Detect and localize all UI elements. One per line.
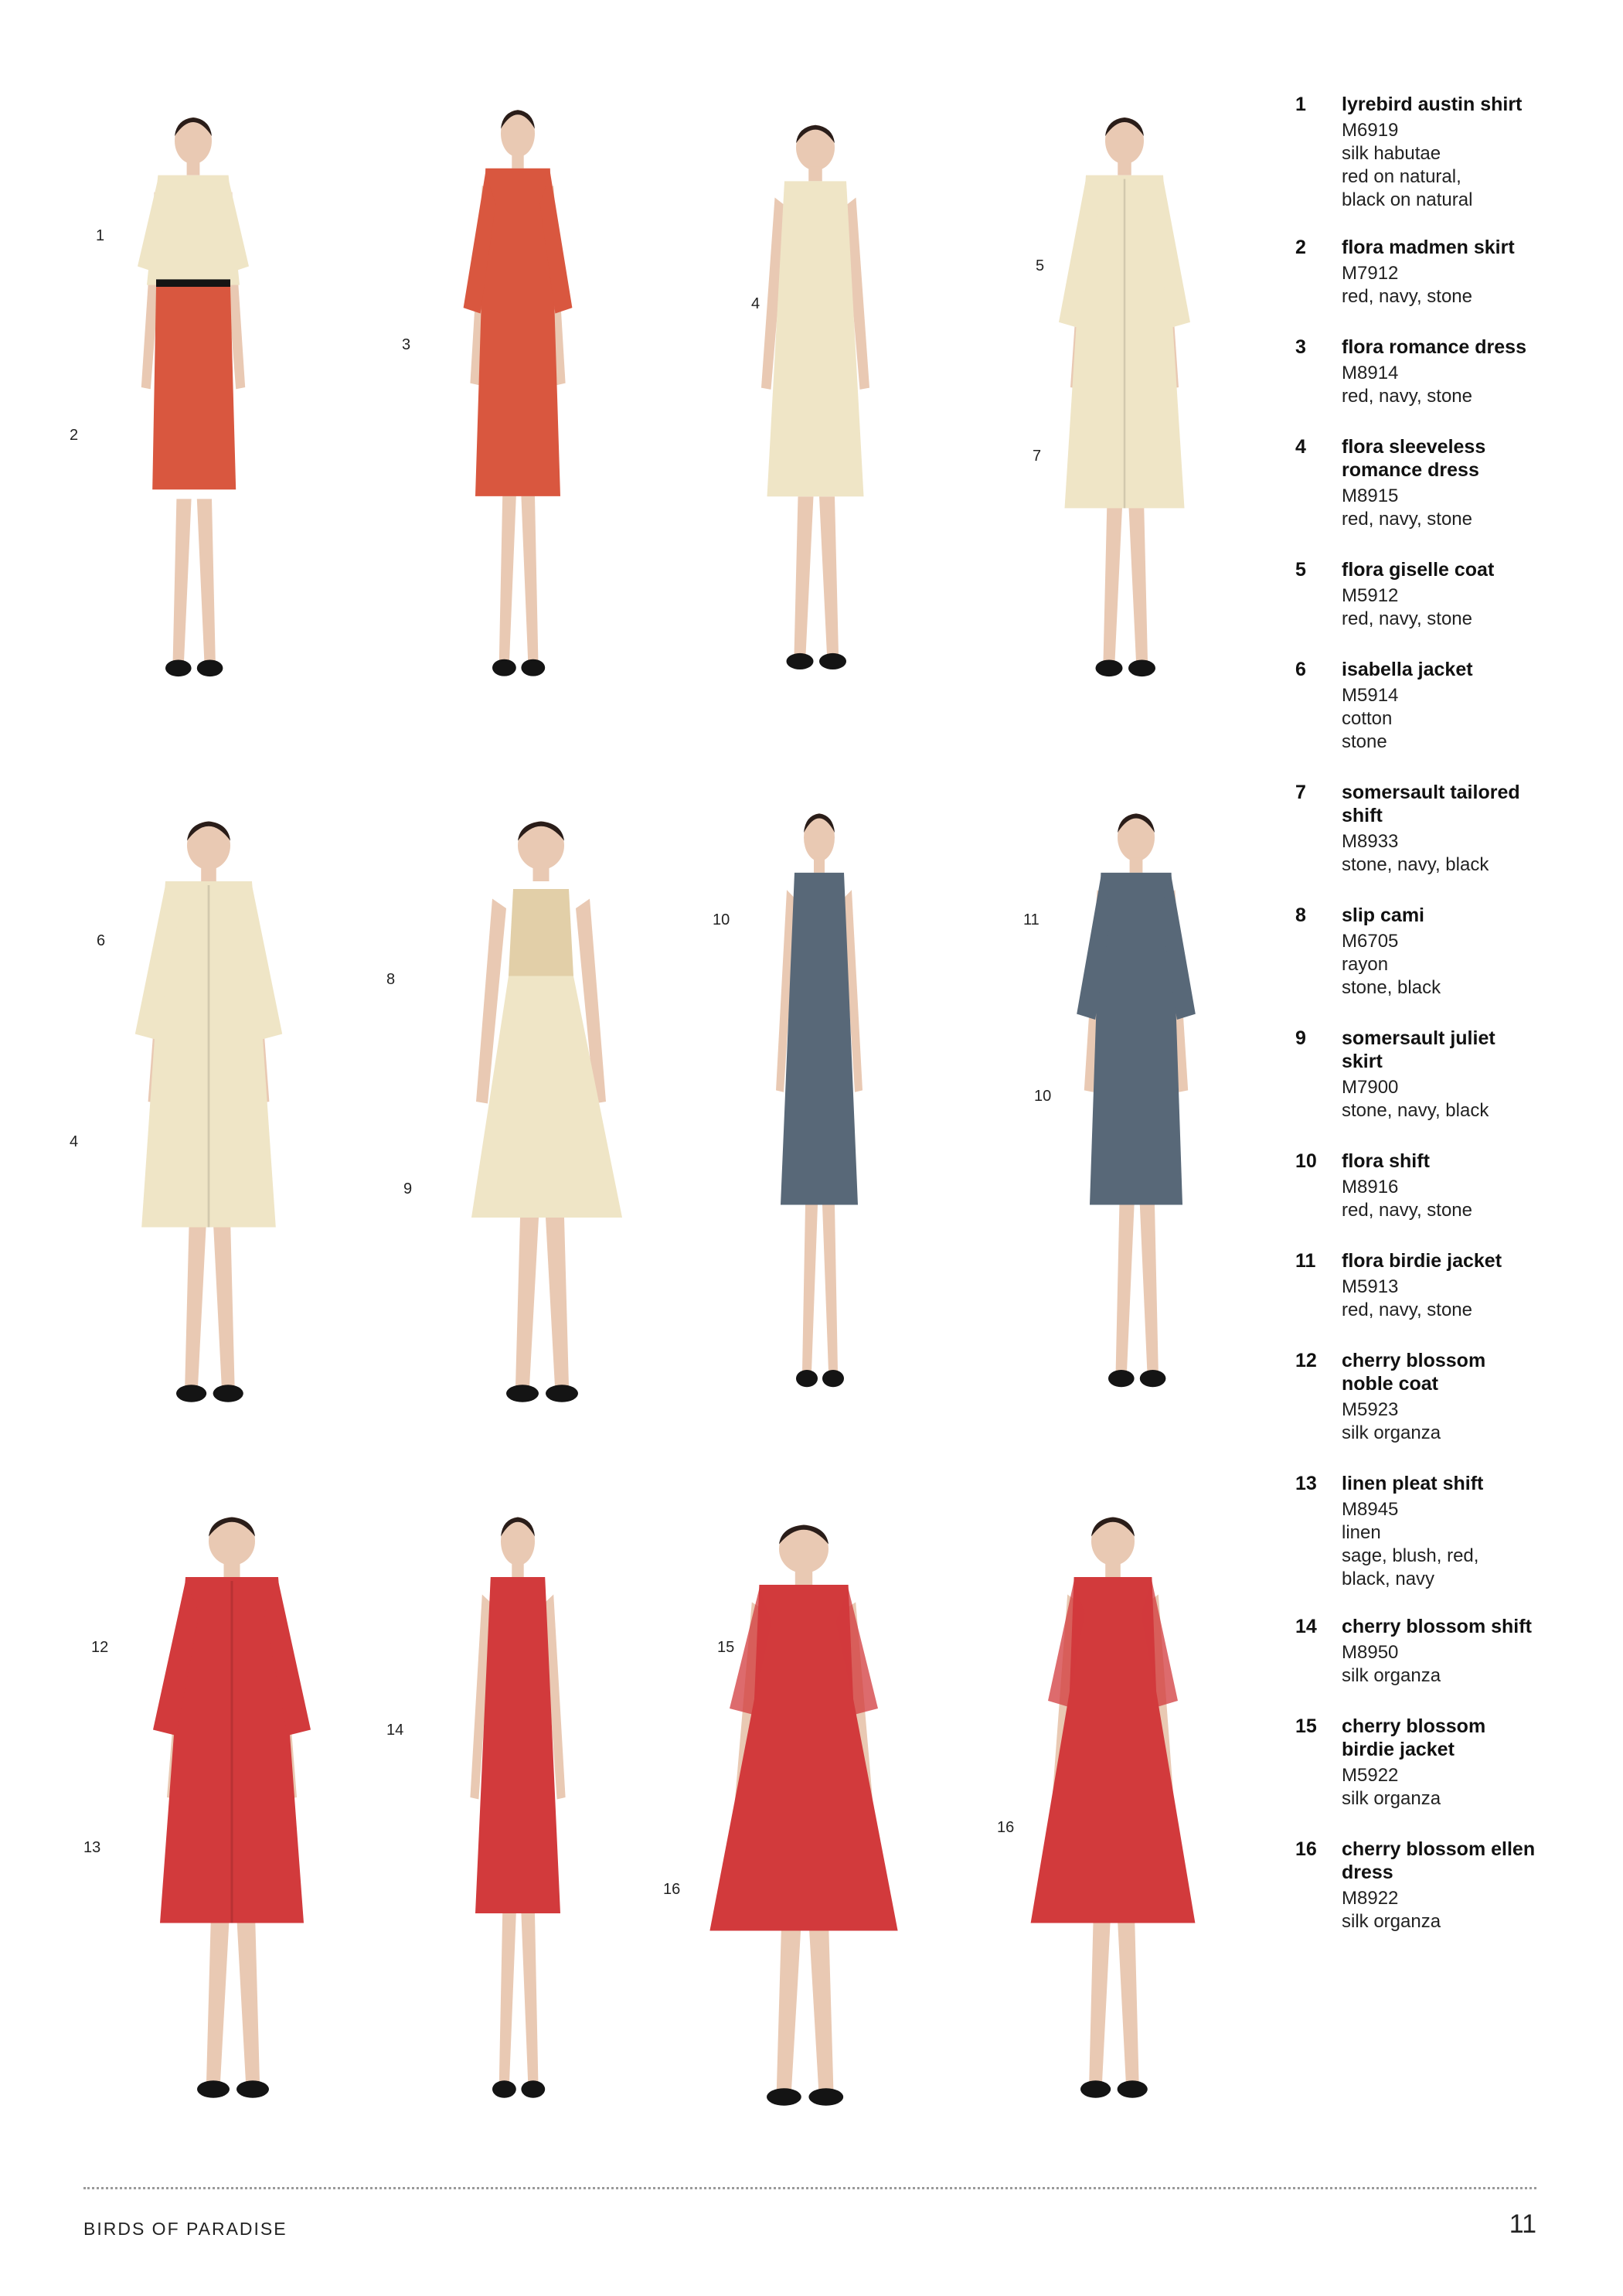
callout-number: 13 xyxy=(83,1839,101,1856)
product-details xyxy=(1342,1641,1604,1688)
product-detail-line: silk organza xyxy=(1342,1788,1441,1809)
product-code: M8933 xyxy=(1342,831,1399,852)
model-photo xyxy=(100,108,286,703)
product-details xyxy=(1342,684,1604,754)
product-name-line: flora romance dress xyxy=(1342,336,1526,358)
product-details xyxy=(1342,485,1604,531)
product-detail-line: stone xyxy=(1342,731,1387,752)
collection-name: BIRDS OF PARADISE xyxy=(83,2219,288,2239)
product-details xyxy=(1342,119,1604,212)
product-number: 7 xyxy=(1295,782,1306,803)
product-details xyxy=(1342,362,1604,408)
model-photo xyxy=(1043,804,1229,1415)
product-name-line: skirt xyxy=(1342,1051,1383,1072)
model-photo xyxy=(742,804,897,1415)
model-photo xyxy=(100,812,317,1430)
product-detail-line: silk organza xyxy=(1342,1665,1441,1686)
product-number: 1 xyxy=(1295,94,1306,115)
product-name-line: cherry blossom ellen xyxy=(1342,1838,1536,1860)
product-code: M5912 xyxy=(1342,585,1399,606)
model-photo xyxy=(425,812,657,1430)
product-detail-line: red on natural, xyxy=(1342,166,1461,187)
product-number: 6 xyxy=(1295,659,1306,680)
product-name xyxy=(1342,1027,1604,1073)
callout-number: 2 xyxy=(70,427,79,444)
product-name-line: shift xyxy=(1342,805,1383,826)
product-details xyxy=(1342,1076,1604,1122)
footer-dotted-rule xyxy=(83,2187,1536,2189)
product-detail-line: sage, blush, red, xyxy=(1342,1545,1479,1566)
product-name xyxy=(1342,93,1604,116)
product-details xyxy=(1342,930,1604,1000)
page-number: 11 xyxy=(1509,2209,1536,2239)
product-number: 3 xyxy=(1295,336,1306,358)
product-name-line: flora madmen skirt xyxy=(1342,237,1515,258)
product-code: M8945 xyxy=(1342,1499,1399,1520)
product-name xyxy=(1342,658,1604,681)
product-name-line: romance dress xyxy=(1342,459,1479,481)
product-name-line: slip cami xyxy=(1342,904,1424,926)
callout-number: 16 xyxy=(997,1819,1015,1836)
product-number: 5 xyxy=(1295,559,1306,581)
callout-number: 9 xyxy=(403,1180,413,1197)
product-name-line: linen pleat shift xyxy=(1342,1473,1484,1494)
product-details xyxy=(1342,1276,1604,1322)
product-code: M5914 xyxy=(1342,685,1399,706)
product-number: 9 xyxy=(1295,1027,1306,1049)
product-name xyxy=(1342,1150,1604,1173)
product-details xyxy=(1342,1498,1604,1591)
callout-number: 14 xyxy=(386,1722,404,1739)
callout-number: 10 xyxy=(713,911,730,928)
model-photo xyxy=(680,1515,927,2134)
product-name-line: birdie jacket xyxy=(1342,1739,1455,1760)
callout-number: 11 xyxy=(1023,911,1039,928)
product-name-line: lyrebird austin shirt xyxy=(1342,94,1523,115)
product-code: M5922 xyxy=(1342,1765,1399,1786)
product-name xyxy=(1342,1838,1604,1884)
product-name xyxy=(1342,1615,1604,1638)
model-photo xyxy=(1028,108,1221,703)
product-name xyxy=(1342,558,1604,581)
product-code: M8922 xyxy=(1342,1888,1399,1909)
product-detail-line: red, navy, stone xyxy=(1342,509,1472,530)
product-name-line: cherry blossom shift xyxy=(1342,1616,1532,1637)
product-code: M8914 xyxy=(1342,363,1399,383)
product-detail-line: black on natural xyxy=(1342,189,1473,210)
callout-number: 6 xyxy=(97,932,106,949)
product-detail-line: red, navy, stone xyxy=(1342,386,1472,407)
callout-number: 16 xyxy=(663,1881,681,1898)
product-code: M5913 xyxy=(1342,1276,1399,1297)
product-number: 4 xyxy=(1295,436,1306,458)
product-name-line: somersault tailored xyxy=(1342,782,1520,803)
product-detail-line: red, navy, stone xyxy=(1342,1300,1472,1320)
product-name-line: cherry blossom xyxy=(1342,1350,1486,1371)
product-number: 10 xyxy=(1295,1150,1317,1172)
product-number: 16 xyxy=(1295,1838,1317,1860)
product-detail-line: stone, navy, black xyxy=(1342,1100,1489,1121)
product-name xyxy=(1342,1715,1604,1761)
product-code: M8950 xyxy=(1342,1642,1399,1663)
product-name-line: flora sleeveless xyxy=(1342,436,1486,458)
product-number: 12 xyxy=(1295,1350,1317,1371)
product-name xyxy=(1342,904,1604,927)
product-code: M7912 xyxy=(1342,263,1399,284)
model-photo xyxy=(116,1507,348,2126)
product-number: 8 xyxy=(1295,904,1306,926)
product-name xyxy=(1342,1349,1604,1395)
callout-number: 15 xyxy=(717,1639,735,1656)
model-photo xyxy=(433,100,603,703)
product-code: M6705 xyxy=(1342,931,1399,952)
callout-number: 4 xyxy=(70,1133,79,1150)
product-name-line: flora birdie jacket xyxy=(1342,1250,1502,1272)
callout-number: 12 xyxy=(91,1639,109,1656)
product-name xyxy=(1342,336,1604,359)
product-name-line: dress xyxy=(1342,1862,1393,1883)
product-detail-line: black, navy xyxy=(1342,1569,1435,1589)
product-name xyxy=(1342,236,1604,259)
product-detail-line: stone, navy, black xyxy=(1342,854,1489,875)
model-photo xyxy=(719,116,912,696)
product-details xyxy=(1342,1764,1604,1811)
product-name-line: flora giselle coat xyxy=(1342,559,1495,581)
product-details xyxy=(1342,584,1604,631)
product-detail-line: silk organza xyxy=(1342,1911,1441,1932)
product-name xyxy=(1342,1249,1604,1272)
product-details xyxy=(1342,1398,1604,1445)
product-number: 11 xyxy=(1295,1250,1316,1272)
product-code: M8916 xyxy=(1342,1177,1399,1197)
product-detail-line: cotton xyxy=(1342,708,1393,729)
product-details xyxy=(1342,1887,1604,1933)
product-detail-line: red, navy, stone xyxy=(1342,286,1472,307)
product-code: M7900 xyxy=(1342,1077,1399,1098)
product-detail-line: stone, black xyxy=(1342,977,1441,998)
callout-number: 4 xyxy=(751,295,760,312)
product-name xyxy=(1342,781,1604,827)
product-number: 2 xyxy=(1295,237,1306,258)
product-details xyxy=(1342,830,1604,877)
product-detail-line: red, navy, stone xyxy=(1342,1200,1472,1221)
callout-number: 10 xyxy=(1034,1088,1052,1105)
product-details xyxy=(1342,1176,1604,1222)
product-detail-line: silk habutae xyxy=(1342,143,1441,164)
product-number: 14 xyxy=(1295,1616,1317,1637)
product-name xyxy=(1342,1472,1604,1495)
product-name-line: cherry blossom xyxy=(1342,1715,1486,1737)
product-code: M8915 xyxy=(1342,485,1399,506)
product-code: M5923 xyxy=(1342,1399,1399,1420)
product-detail-line: red, navy, stone xyxy=(1342,608,1472,629)
product-detail-line: linen xyxy=(1342,1522,1381,1543)
callout-number: 7 xyxy=(1033,448,1042,465)
callout-number: 5 xyxy=(1036,257,1045,274)
product-name xyxy=(1342,435,1604,482)
product-name-line: somersault juliet xyxy=(1342,1027,1495,1049)
product-detail-line: silk organza xyxy=(1342,1422,1441,1443)
product-name-line: isabella jacket xyxy=(1342,659,1473,680)
callout-number: 3 xyxy=(402,336,411,353)
callout-number: 8 xyxy=(386,971,396,988)
product-details xyxy=(1342,262,1604,308)
product-code: M6919 xyxy=(1342,120,1399,141)
model-photo xyxy=(433,1507,603,2126)
model-photo xyxy=(1005,1507,1221,2126)
product-detail-line: rayon xyxy=(1342,954,1389,975)
product-number: 15 xyxy=(1295,1715,1317,1737)
product-name-line: noble coat xyxy=(1342,1373,1439,1395)
product-name-line: flora shift xyxy=(1342,1150,1430,1172)
product-number: 13 xyxy=(1295,1473,1317,1494)
callout-number: 1 xyxy=(96,227,105,244)
